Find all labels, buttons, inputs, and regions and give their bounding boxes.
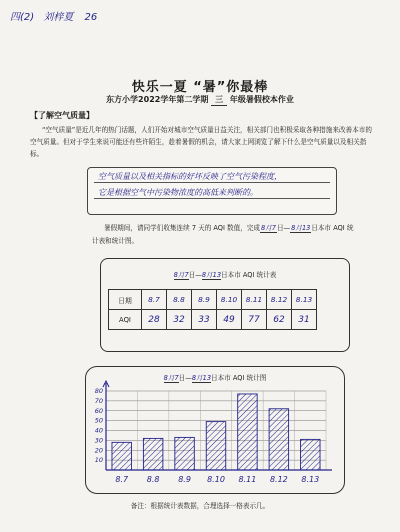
table-row <box>109 290 317 310</box>
table-caption-mid: 日— <box>188 271 202 279</box>
chart-note: 备注：根据统计表数据，合理选择一格表示几。 <box>130 502 270 510</box>
task-to-date[interactable]: 8月13 <box>291 224 311 232</box>
task-after: 日本市 AQI 统计表和统计图。 <box>92 224 354 245</box>
subtitle-before: 东方小学2022学年第二学期 <box>106 95 209 104</box>
aqi-value: 33 <box>198 314 210 325</box>
chart-caption-from: 8月7 <box>163 374 179 382</box>
chart-bar <box>112 442 131 470</box>
table-caption-to: 8月13 <box>201 271 222 279</box>
aqi-value: 31 <box>298 314 310 325</box>
chart-caption-to: 8月13 <box>191 374 212 382</box>
x-tick-label: 8.12 <box>269 475 288 484</box>
row-header-date: 日期 <box>109 290 142 310</box>
table-row <box>109 310 317 330</box>
date-cell[interactable]: 8.8 <box>167 290 192 310</box>
aqi-value: 28 <box>148 314 160 325</box>
intro-text: “空气质量”是近几年的热门话题，人们开始对城市空气质量日益关注，相关部门也积极采取各种措施来改善本市的空气质量。但对于学生来说可能还有些许陌生，趁着暑假的机会，请大家上网浏览了解下什么是空气质量以及相关指标。 <box>30 126 372 158</box>
row-header-aqi: AQI <box>109 310 142 330</box>
chart-bar <box>301 439 320 470</box>
task-from-date[interactable]: 8月7 <box>260 224 276 232</box>
answer-line-1: 空气质量以及相关指标的好坏反映了空气污染程度， <box>98 172 282 181</box>
date-cell[interactable]: 8.9 <box>192 290 217 310</box>
task-instruction <box>92 222 356 248</box>
y-tick-label: 70 <box>94 396 103 405</box>
chart-bar <box>269 409 288 470</box>
intro-paragraph <box>30 124 374 160</box>
date-cell[interactable]: 8.10 <box>217 290 242 310</box>
answer-box[interactable] <box>87 167 337 215</box>
chart-caption-mid: 日— <box>178 374 192 382</box>
y-tick-label: 80 <box>94 387 103 395</box>
y-tick-label: 20 <box>94 446 103 455</box>
y-tick-label: 50 <box>94 416 103 425</box>
x-tick-label: 8.7 <box>115 475 129 484</box>
page-title: 快乐一夏 “暑”你最棒 <box>131 80 269 95</box>
date-cell[interactable]: 8.12 <box>267 290 292 310</box>
y-tick-label: 40 <box>94 426 103 435</box>
y-tick-label: 10 <box>94 456 103 465</box>
aqi-cell[interactable] <box>142 310 167 330</box>
x-tick-label: 8.11 <box>238 475 257 484</box>
chart-bar <box>238 394 257 470</box>
y-tick-label: 30 <box>94 436 103 445</box>
chart-bar <box>175 437 194 470</box>
student-name: 刘梓夏 <box>43 12 74 23</box>
aqi-cell[interactable] <box>292 310 317 330</box>
table-caption-from: 8月7 <box>173 271 189 279</box>
aqi-table-panel <box>100 258 350 352</box>
aqi-cell[interactable] <box>167 310 192 330</box>
y-tick-label: 60 <box>94 406 103 415</box>
x-tick-label: 8.13 <box>301 475 320 484</box>
chart-caption-after: 日本市 AQI 统计图 <box>211 374 267 382</box>
page-subtitle <box>0 94 400 106</box>
task-mid: 日— <box>276 224 291 232</box>
chart-bar <box>143 438 162 470</box>
subtitle-after: 年级暑假校本作业 <box>229 95 294 104</box>
aqi-value: 62 <box>273 314 285 325</box>
x-tick-label: 8.9 <box>178 475 191 484</box>
aqi-cell[interactable] <box>217 310 242 330</box>
answer-rule-2 <box>94 198 330 199</box>
date-cell[interactable]: 8.7 <box>142 290 167 310</box>
date-cell[interactable]: 8.13 <box>292 290 317 310</box>
class-label: 四(2) <box>10 12 35 23</box>
answer-line-2: 它是根据空气中污染物浓度的高低来判断的。 <box>98 188 258 197</box>
x-tick-label: 8.8 <box>146 475 160 484</box>
grade-blank[interactable]: 三 <box>211 94 227 106</box>
aqi-bar-chart <box>86 367 344 493</box>
x-tick-label: 8.10 <box>207 475 225 484</box>
date-cell[interactable]: 8.11 <box>242 290 267 310</box>
aqi-chart-panel <box>85 366 345 494</box>
aqi-cell[interactable] <box>192 310 217 330</box>
aqi-cell[interactable] <box>267 310 292 330</box>
aqi-value: 49 <box>223 314 235 325</box>
table-caption <box>101 269 349 279</box>
aqi-cell[interactable] <box>242 310 267 330</box>
chart-bar <box>206 422 225 470</box>
section-heading: 【了解空气质量】 <box>30 111 94 120</box>
aqi-table <box>108 289 317 330</box>
table-caption-after: 日本市 AQI 统计表 <box>221 271 277 279</box>
answer-rule-1 <box>94 182 330 183</box>
task-before: 暑假期间，请同学们收集连续 7 天的 AQI 数值，完成 <box>104 224 260 232</box>
aqi-value: 77 <box>248 314 260 325</box>
aqi-value: 32 <box>173 314 185 325</box>
student-number: 26 <box>84 12 98 23</box>
student-header <box>10 8 97 23</box>
